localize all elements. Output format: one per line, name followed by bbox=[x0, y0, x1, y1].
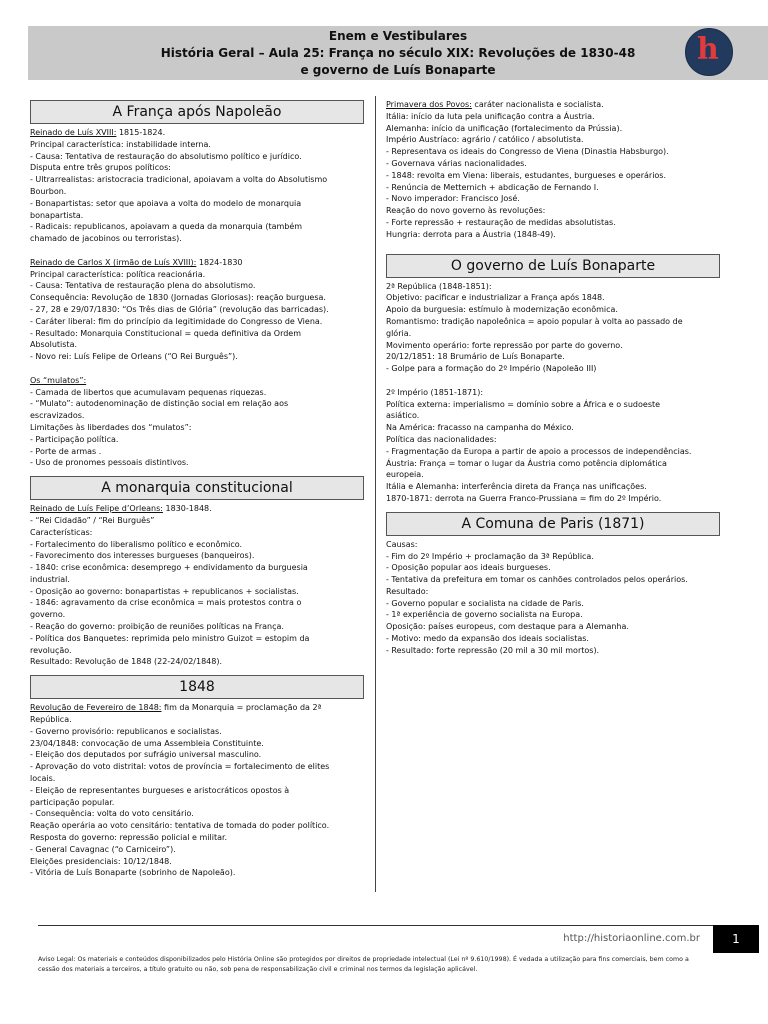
text-line: - Causa: Tentativa de restauração do absolutismo político e jurídico. bbox=[30, 151, 302, 161]
text-line: Reinado de Luís XVIII: 1815-1824. bbox=[30, 128, 166, 137]
text-line: 23/04/1848: convocação de uma Assembleia Constituinte. bbox=[30, 738, 264, 748]
section-title-governo-luis-bonaparte: O governo de Luís Bonaparte bbox=[386, 254, 720, 278]
text-line: - Favorecimento dos interesses burgueses (banqueiros). bbox=[30, 551, 255, 561]
page-header bbox=[28, 26, 768, 80]
text-line: Eleições presidenciais: 10/12/1848. bbox=[30, 856, 172, 866]
text-line: Reação operária ao voto censitário: tentativa de tomada do poder político. bbox=[30, 821, 330, 831]
text-line: - Golpe para a formação do 2º Império (Napoleão III) bbox=[386, 364, 597, 374]
text-line: asiático. bbox=[386, 411, 420, 421]
header-line-3: e governo de Luís Bonaparte bbox=[300, 63, 496, 77]
section-title-monarquia-constitucional: A monarquia constitucional bbox=[30, 476, 364, 500]
text-line: - Radicais: republicanos, apoiavam a queda da monarquia (também bbox=[30, 222, 303, 232]
text-line: escravizados. bbox=[30, 411, 85, 421]
page-number: 1 bbox=[713, 925, 759, 953]
text-line: chamado de jacobinos ou terroristas). bbox=[30, 234, 182, 244]
text-line: europeia. bbox=[386, 470, 424, 480]
text-line: Principal característica: política reacionária. bbox=[30, 269, 206, 279]
text-line: - Fim do 2º Império + proclamação da 3ª República. bbox=[386, 551, 594, 561]
left-column bbox=[30, 96, 364, 879]
text-line: - Ultrarrealistas: aristocracia tradicional, apoiavam a volta do Absolutismo bbox=[30, 175, 328, 185]
text-line: - “Mulato”: autodenominação de distinção social em relação aos bbox=[30, 399, 289, 409]
text-line: Itália e Alemanha: interferência direta da França nas unificações. bbox=[386, 482, 647, 492]
text-line: - Vitória de Luís Bonaparte (sobrinho de Napoleão). bbox=[30, 868, 236, 878]
text-line: revolução. bbox=[30, 645, 72, 655]
text-line: Principal característica: instabilidade interna. bbox=[30, 139, 211, 149]
text-line: - 1848: revolta em Viena: liberais, estudantes, burgueses e operários. bbox=[386, 170, 667, 180]
section-title-franca-apos-napoleao: A França após Napoleão bbox=[30, 100, 364, 124]
text-line: - Tentativa da prefeitura em tomar os canhões controlados pelos operários. bbox=[386, 575, 688, 585]
text-line: Revolução de Fevereiro de 1848: fim da Monarquia = proclamação da 2ª bbox=[30, 703, 322, 713]
text-line: 2º Império (1851-1871): bbox=[386, 387, 484, 397]
text-line: - Uso de pronomes pessoais distintivos. bbox=[30, 458, 189, 468]
text-line: - 1840: crise econômica: desemprego + endividamento da burguesia bbox=[30, 563, 308, 573]
text-line: - Fragmentação da Europa a partir de apoio a processos de independências. bbox=[386, 446, 692, 456]
text-line: - Resultado: forte repressão (20 mil a 30 mil mortos). bbox=[386, 645, 600, 655]
text-line: Alemanha: início da unificação (fortalecimento da Prússia). bbox=[386, 123, 623, 133]
text-line: República. bbox=[30, 715, 72, 725]
text-line: Apoio da burguesia: estímulo à modernização econômica. bbox=[386, 305, 618, 315]
column-divider bbox=[375, 96, 376, 892]
right-column bbox=[386, 99, 720, 657]
text-line: - Participação política. bbox=[30, 434, 119, 444]
text-line: - Resultado: Monarquia Constitucional = queda definitiva da Ordem bbox=[30, 328, 302, 338]
text-line: Resultado: bbox=[386, 586, 429, 596]
text-line: - Fortalecimento do liberalismo político e econômico. bbox=[30, 539, 243, 549]
text-line: - Consequência: volta do voto censitário. bbox=[30, 809, 194, 819]
text-line: - Novo rei: Luís Felipe de Orleans (“O Rei Burguês”). bbox=[30, 352, 238, 362]
text-line: Áustria: França = tomar o lugar da Áustria como potência diplomática bbox=[386, 458, 667, 468]
text-line: governo. bbox=[30, 610, 66, 620]
text-line: Reinado de Carlos X (irmão de Luís XVIII): 1824-1830 bbox=[30, 257, 243, 267]
text-line bbox=[30, 245, 364, 257]
text-line: Limitações às liberdades dos “mulatos”: bbox=[30, 422, 192, 432]
header-line-1: Enem e Vestibulares bbox=[328, 29, 468, 43]
text-line: Primavera dos Povos: caráter nacionalista e socialista. bbox=[386, 100, 604, 109]
text-line: - Política dos Banquetes: reprimida pelo ministro Guizot = estopim da bbox=[30, 633, 310, 643]
text-line: Oposição: países europeus, com destaque para a Alemanha. bbox=[386, 622, 629, 632]
text-line: - Novo imperador: Francisco José. bbox=[386, 194, 520, 204]
text-line: Disputa entre três grupos políticos: bbox=[30, 163, 171, 173]
text-line: bonapartista. bbox=[30, 210, 84, 220]
text-line: Itália: início da luta pela unificação contra a Áustria. bbox=[386, 111, 595, 121]
text-line: Resposta do governo: repressão policial e militar. bbox=[30, 833, 228, 843]
text-line: - Eleição de representantes burgueses e aristocráticos opostos à bbox=[30, 785, 290, 795]
text-line: Resultado: Revolução de 1848 (22-24/02/1848). bbox=[30, 657, 223, 667]
header-title bbox=[28, 28, 768, 79]
footer-url[interactable]: http://historiaonline.com.br bbox=[563, 933, 700, 944]
section-title-comuna-de-paris: A Comuna de Paris (1871) bbox=[386, 512, 720, 536]
text-line: - Caráter liberal: fim do princípio da legitimidade do Congresso de Viena. bbox=[30, 316, 323, 326]
text-line: - Governo popular e socialista na cidade de Paris. bbox=[386, 598, 584, 608]
text-line: - Oposição popular aos ideais burgueses. bbox=[386, 563, 551, 573]
text-line: - 1ª experiência de governo socialista na Europa. bbox=[386, 610, 583, 620]
text-line: - Forte repressão + restauração de medidas absolutistas. bbox=[386, 217, 616, 227]
text-line: Características: bbox=[30, 527, 93, 537]
text-line: Movimento operário: forte repressão por parte do governo. bbox=[386, 340, 623, 350]
legal-notice: Aviso Legal: Os materiais e conteúdos disponibilizados pelo História Online são protegidos por direitos de propriedade intelectual (Lei nº 9.610/1998). É vedada a utilização para fins comerciais, bem como a cessão dos materiais a terceiros, a título gratuito ou não, sob pena de responsabilização civil e criminal nos termos da legislação aplicável. bbox=[38, 956, 689, 973]
footer-rule bbox=[38, 925, 713, 926]
text-line: - “Rei Cidadão” / “Rei Burguês” bbox=[30, 515, 155, 525]
text-line: industrial. bbox=[30, 574, 70, 584]
header-line-2: História Geral – Aula 25: França no século XIX: Revoluções de 1830-48 bbox=[160, 46, 636, 60]
text-line: Hungria: derrota para a Áustria (1848-49). bbox=[386, 229, 556, 239]
section-body-primavera-dos-povos bbox=[386, 99, 720, 241]
text-line: Absolutista. bbox=[30, 340, 78, 350]
text-line: glória. bbox=[386, 328, 412, 338]
text-line: Objetivo: pacificar e industrializar a França após 1848. bbox=[386, 293, 605, 303]
text-line: Política das nacionalidades: bbox=[386, 434, 497, 444]
text-line: - Governava várias nacionalidades. bbox=[386, 158, 527, 168]
text-line: - Reação do governo: proibição de reuniões políticas na França. bbox=[30, 622, 284, 632]
text-line: locais. bbox=[30, 774, 56, 784]
text-line: Política externa: imperialismo = domínio sobre a África e o sudoeste bbox=[386, 399, 661, 409]
section-body-comuna-de-paris bbox=[386, 539, 720, 657]
text-line: - Eleição dos deputados por sufrágio universal masculino. bbox=[30, 750, 262, 760]
text-line: - 27, 28 e 29/07/1830: “Os Três dias de Glória” (revolução das barricadas). bbox=[30, 304, 329, 314]
text-line: Bourbon. bbox=[30, 186, 67, 196]
section-title-1848: 1848 bbox=[30, 675, 364, 699]
logo-h-mark: h bbox=[697, 32, 719, 67]
text-line: - Renúncia de Metternich + abdicação de Fernando I. bbox=[386, 182, 599, 192]
text-line: participação popular. bbox=[30, 797, 115, 807]
text-line: Reinado de Luís Felipe d’Orleans: 1830-1848. bbox=[30, 504, 212, 514]
text-line: - 1846: agravamento da crise econômica = mais protestos contra o bbox=[30, 598, 302, 608]
section-body-governo-luis-bonaparte bbox=[386, 281, 720, 505]
section-body-monarquia-constitucional bbox=[30, 503, 364, 668]
text-line: - Aprovação do voto distrital: votos de província = fortalecimento de elites bbox=[30, 762, 330, 772]
text-line: 1870-1871: derrota na Guerra Franco-Prussiana = fim do 2º Império. bbox=[386, 493, 662, 503]
text-line: Causas: bbox=[386, 539, 418, 549]
text-line: - Governo provisório: republicanos e socialistas. bbox=[30, 726, 222, 736]
text-line: Reação do novo governo às revoluções: bbox=[386, 206, 546, 216]
section-body-franca-apos-napoleao bbox=[30, 127, 364, 469]
text-line bbox=[386, 375, 720, 387]
text-line bbox=[30, 363, 364, 375]
text-line: - Representava os ideais do Congresso de Viena (Dinastia Habsburgo). bbox=[386, 147, 669, 157]
text-line: - Oposição ao governo: bonapartistas + republicanos + socialistas. bbox=[30, 586, 299, 596]
text-line: - Camada de libertos que acumulavam pequenas riquezas. bbox=[30, 387, 267, 397]
text-line: Os “mulatos”: bbox=[30, 375, 87, 385]
text-line: 20/12/1851: 18 Brumário de Luís Bonaparte. bbox=[386, 352, 565, 362]
text-line: - Porte de armas . bbox=[30, 446, 102, 456]
text-line: - Bonapartistas: setor que apoiava a volta do modelo de monarquia bbox=[30, 198, 302, 208]
text-line: Império Austríaco: agrário / católico / absolutista. bbox=[386, 135, 584, 145]
historia-online-logo bbox=[685, 28, 733, 76]
text-line: Consequência: Revolução de 1830 (Jornadas Gloriosas): reação burguesa. bbox=[30, 293, 326, 303]
section-body-1848 bbox=[30, 702, 364, 879]
text-line: 2ª República (1848-1851): bbox=[386, 281, 492, 291]
text-line: - Causa: Tentativa de restauração plena do absolutismo. bbox=[30, 281, 256, 291]
text-line: Na América: fracasso na campanha do México. bbox=[386, 423, 574, 433]
text-line: Romantismo: tradição napoleônica = apoio popular à volta ao passado de bbox=[386, 316, 683, 326]
text-line: - Motivo: medo da expansão dos ideais socialistas. bbox=[386, 634, 589, 644]
text-line: - General Cavagnac (“o Carniceiro”). bbox=[30, 844, 176, 854]
